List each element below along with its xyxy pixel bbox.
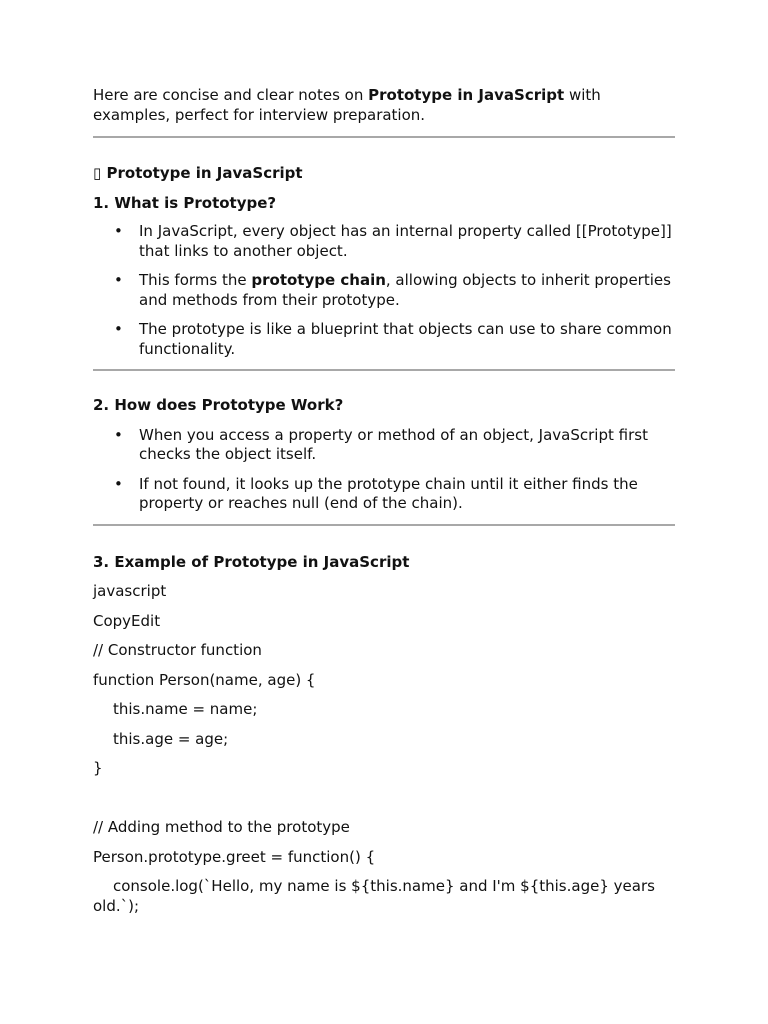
code-line-blank (93, 789, 675, 809)
section-1-heading: 1. What is Prototype? (93, 193, 277, 212)
code-line: Person.prototype.greet = function() { (93, 847, 376, 866)
divider (93, 369, 675, 371)
intro-paragraph (93, 86, 675, 125)
divider (93, 524, 675, 526)
list-item-text: The prototype is like a blueprint that objects can use to share common functionality. (139, 320, 672, 358)
code-line: } (93, 759, 103, 777)
bullet-marker: • (114, 222, 123, 240)
divider (93, 136, 675, 138)
code-line: console.log(`Hello, my name is ${this.name} and I'm ${this.age} years old.`); (93, 877, 655, 915)
code-line: function Person(name, age) { (93, 670, 316, 689)
section-2-heading: 2. How does Prototype Work? (93, 396, 344, 414)
intro-text-bold: Prototype in JavaScript (368, 86, 565, 104)
list-item (114, 222, 675, 261)
code-language-label: javascript (93, 582, 167, 600)
intro-text-pre: Here are concise and clear notes on (93, 86, 369, 104)
section-3-heading: 3. Example of Prototype in JavaScript (93, 552, 410, 571)
list-item (114, 474, 675, 514)
code-line: // Constructor function (93, 641, 262, 659)
bullet-marker: • (114, 271, 123, 289)
list-item-text-post: , allowing objects to inherit properties and methods from their prototype. (139, 271, 671, 309)
missing-glyph-icon: ▯ (93, 164, 102, 182)
section-2-list (93, 426, 675, 514)
list-item (114, 425, 675, 465)
main-heading-text: Prototype in JavaScript (106, 164, 303, 182)
list-item-text-bold: prototype chain (251, 271, 386, 289)
copy-edit-button[interactable]: CopyEdit (93, 611, 161, 630)
code-line: this.age = age; (113, 729, 229, 748)
list-item-text: In JavaScript, every object has an internal property called [[Prototype]] that links to another object. (139, 222, 672, 260)
code-line: this.name = name; (113, 700, 258, 718)
list-item-text: When you access a property or method of an object, JavaScript first checks the object itself. (139, 425, 648, 463)
main-heading (93, 164, 675, 184)
code-line: // Adding method to the prototype (93, 818, 350, 836)
list-item-text: If not found, it looks up the prototype chain until it either finds the property or reaches null (end of the chain). (139, 474, 638, 512)
list-item (114, 320, 675, 359)
intro-text-post: with examples, perfect for interview preparation. (93, 86, 601, 124)
list-item-text-pre: This forms the (139, 271, 252, 289)
bullet-marker: • (114, 320, 123, 338)
code-block (93, 641, 675, 916)
bullet-marker: • (114, 425, 123, 444)
bullet-marker: • (114, 474, 123, 493)
document-content (93, 86, 675, 916)
list-item (114, 271, 675, 310)
section-1-list (93, 222, 675, 359)
